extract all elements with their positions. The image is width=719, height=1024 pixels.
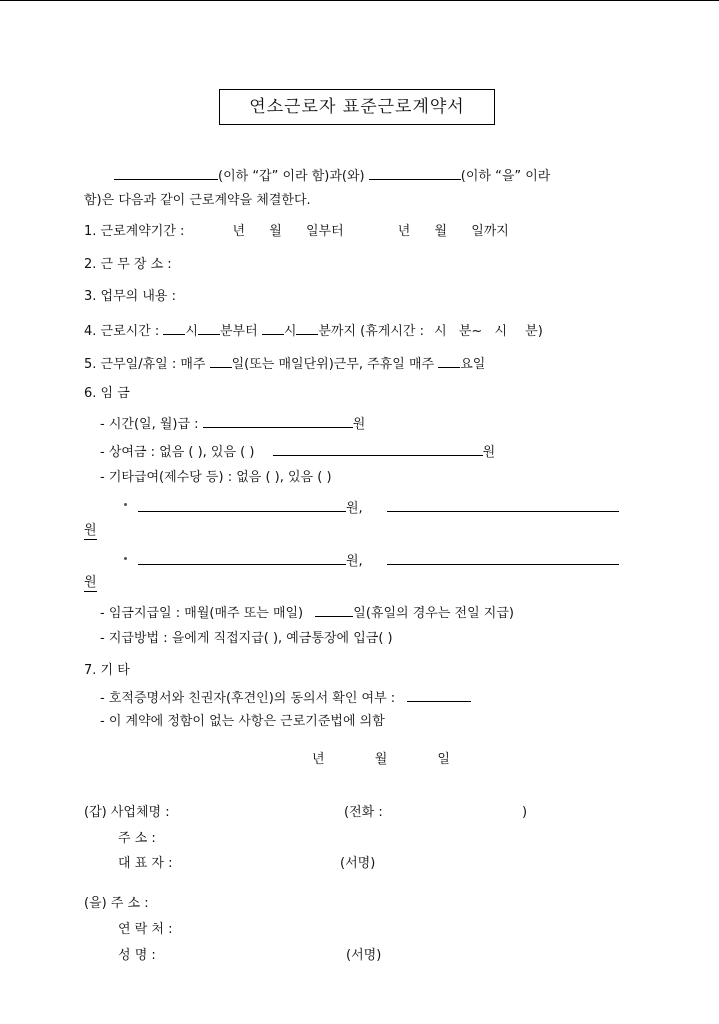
allowance-1-unit: 원, [346,501,363,516]
other-pay-row: - 기타급여(제수당 등) : 없음 ( ), 있음 ( ) [100,470,332,485]
end-min-blank[interactable] [296,321,318,335]
allowance-2-blank[interactable] [387,498,619,512]
employee-name-label: 성 명 : [118,948,156,963]
bullet-dot [124,557,127,560]
consent-blank[interactable] [407,688,471,702]
party-b-blank[interactable] [369,166,461,180]
item-working-hours [84,321,543,340]
hourly-wage-unit: 원 [352,417,366,432]
hourly-wage-row [100,414,365,433]
date-month: 월 [374,752,388,767]
allowance-row-1-wrap: 원 [84,523,97,538]
end-day-label: 일까지 [471,224,509,239]
date-year: 년 [312,752,325,767]
bonus-unit: 원 [482,445,496,460]
payment-method-row: - 지급방법 : 을에게 직접지급( ), 예금통장에 입금( ) [100,631,393,646]
payday-note: 일(휴일의 경우는 전일 지급) [353,606,514,621]
rest-min2-unit: 분) [525,324,543,339]
employer-signature: (서명) [340,856,376,871]
allowance-row-1 [138,498,619,517]
labor-law-row: - 이 계약에 정함이 없는 사항은 근로기준법에 의함 [100,714,385,729]
employee-address-label: (을) 주 소 : [84,896,149,911]
allowance-3-blank[interactable] [138,551,346,565]
start-min-blank[interactable] [198,321,220,335]
allowance-1-blank[interactable] [138,498,346,512]
item-job-description: 3. 업무의 내용 : [84,289,176,304]
employer-address-label: 주 소 : [118,831,156,846]
working-hours-label: 4. 근로시간 : [84,324,160,339]
employer-rep-label: 대 표 자 : [118,856,173,871]
item-workdays [84,354,485,373]
intro-line-1 [114,166,550,185]
bonus-amount-blank[interactable] [273,442,483,456]
date-day: 일 [437,752,450,767]
employee-contact-label: 연 락 처 : [118,922,173,937]
payday-row [100,603,514,622]
start-hour-unit: 시 [185,324,198,339]
employer-company-label: (갑) 사업체명 : [84,805,170,820]
contract-period-label: 1. 근로계약기간 : [84,224,185,239]
end-hour-unit: 시 [283,324,297,339]
start-hour-blank[interactable] [163,321,185,335]
item-contract-period [84,224,509,240]
allowance-3-unit: 원, [346,554,363,569]
rest-min-unit: 분~ [458,324,483,339]
end-hour-blank[interactable] [262,321,284,335]
consent-row [100,688,471,707]
allowance-4-blank[interactable] [387,551,619,565]
contract-date [312,752,450,768]
rest-hour2-unit: 시 [494,324,507,339]
item-workplace: 2. 근 무 장 소 : [84,257,172,272]
consent-label: - 호적증명서와 친권자(후견인)의 동의서 확인 여부 : [100,691,396,706]
bonus-row [100,442,495,461]
item-other: 7. 기 타 [84,663,130,678]
start-month-label: 월 [269,224,282,239]
intro-b-text: (이하 “을” 이라 [460,169,551,184]
start-min-unit: 분부터 [219,324,258,339]
weekday-unit: 요일 [460,357,486,372]
hourly-wage-label: - 시간(일, 월)급 : [100,417,199,432]
allowance-row-2 [138,551,619,570]
payday-blank[interactable] [315,603,353,617]
employer-phone-close: ) [522,805,528,820]
payday-label: - 임금지급일 : 매월(매주 또는 매일) [100,606,304,621]
intro-line-2: 함)은 다음과 같이 근로계약을 체결한다. [84,193,311,208]
workdays-text: 일(또는 매일단위)근무, 주휴일 매주 [231,357,435,372]
allowance-row-2-wrap: 원 [84,575,97,590]
employer-phone-label: (전화 : [344,805,383,820]
weekly-holiday-blank[interactable] [438,354,460,368]
end-year-label: 년 [397,224,411,239]
employee-signature: (서명) [346,948,382,963]
start-day-label: 일부터 [305,224,344,239]
workdays-label: 5. 근무일/휴일 : 매주 [84,357,206,372]
bonus-label: - 상여금 : 없음 ( ), 있음 ( ) [100,445,255,460]
start-year-label: 년 [232,224,246,239]
rest-hour-unit: 시 [434,324,447,339]
end-min-unit: 분까지 (휴게시간 : [318,324,424,339]
hourly-wage-blank[interactable] [203,414,353,428]
document-title: 연소근로자 표준근로계약서 [219,89,495,125]
days-per-week-blank[interactable] [210,354,232,368]
intro-a-text: (이하 “갑” 이라 함)과(와) [218,169,365,184]
party-a-blank[interactable] [114,166,218,180]
item-wage: 6. 임 금 [84,386,130,401]
end-month-label: 월 [434,224,448,239]
top-border [0,0,719,1]
bullet-dot [124,503,127,506]
